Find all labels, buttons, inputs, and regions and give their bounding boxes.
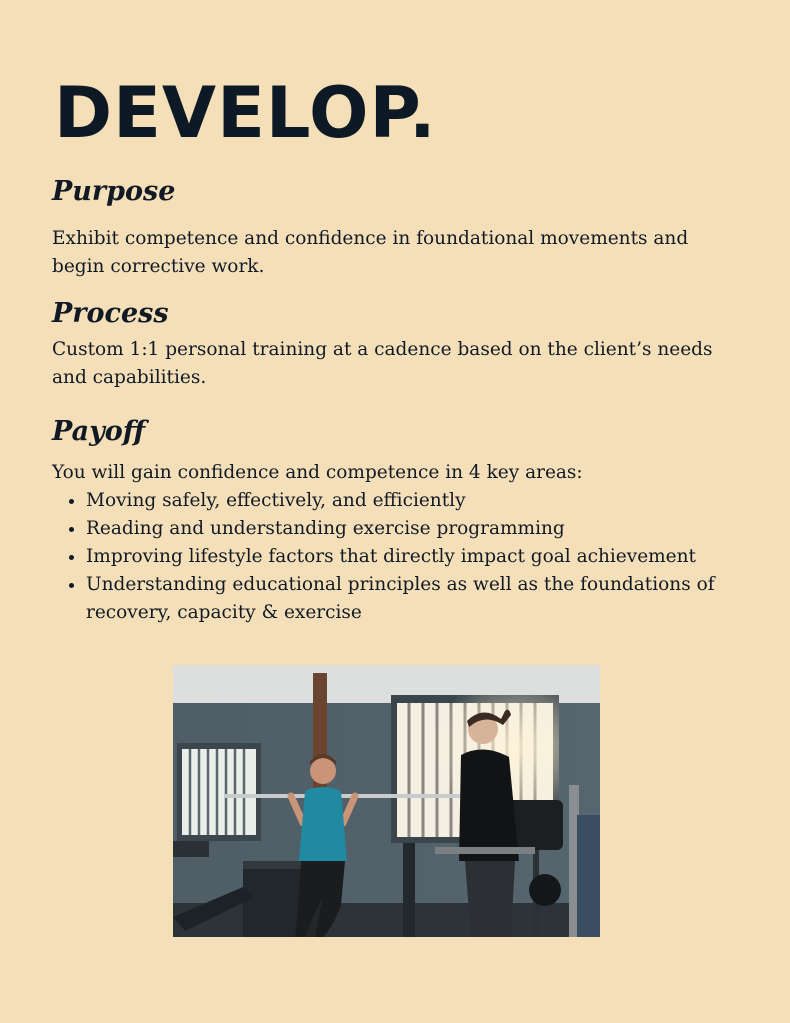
payoff-bullet-list	[52, 487, 726, 627]
list-item: • Understanding educational principles as well as the foundations of recovery, capacity & exercise	[86, 571, 726, 627]
payoff-intro: You will gain confidence and competence in 4 key areas:	[52, 462, 583, 483]
list-item: • Reading and understanding exercise programming	[86, 515, 726, 543]
purpose-heading: Purpose	[52, 176, 176, 207]
purpose-text: Exhibit competence and confidence in foundational movements and begin corrective work.	[52, 228, 689, 277]
page-title: DEVELOP.	[54, 72, 437, 154]
process-text: Custom 1:1 personal training at a cadence based on the client’s needs and capabilities.	[52, 339, 713, 388]
gym-training-photo	[173, 665, 600, 937]
payoff-heading: Payoff	[52, 416, 146, 447]
list-item: • Improving lifestyle factors that directly impact goal achievement	[86, 543, 726, 571]
process-heading: Process	[52, 298, 169, 329]
list-item: • Moving safely, effectively, and efficiently	[86, 487, 726, 515]
